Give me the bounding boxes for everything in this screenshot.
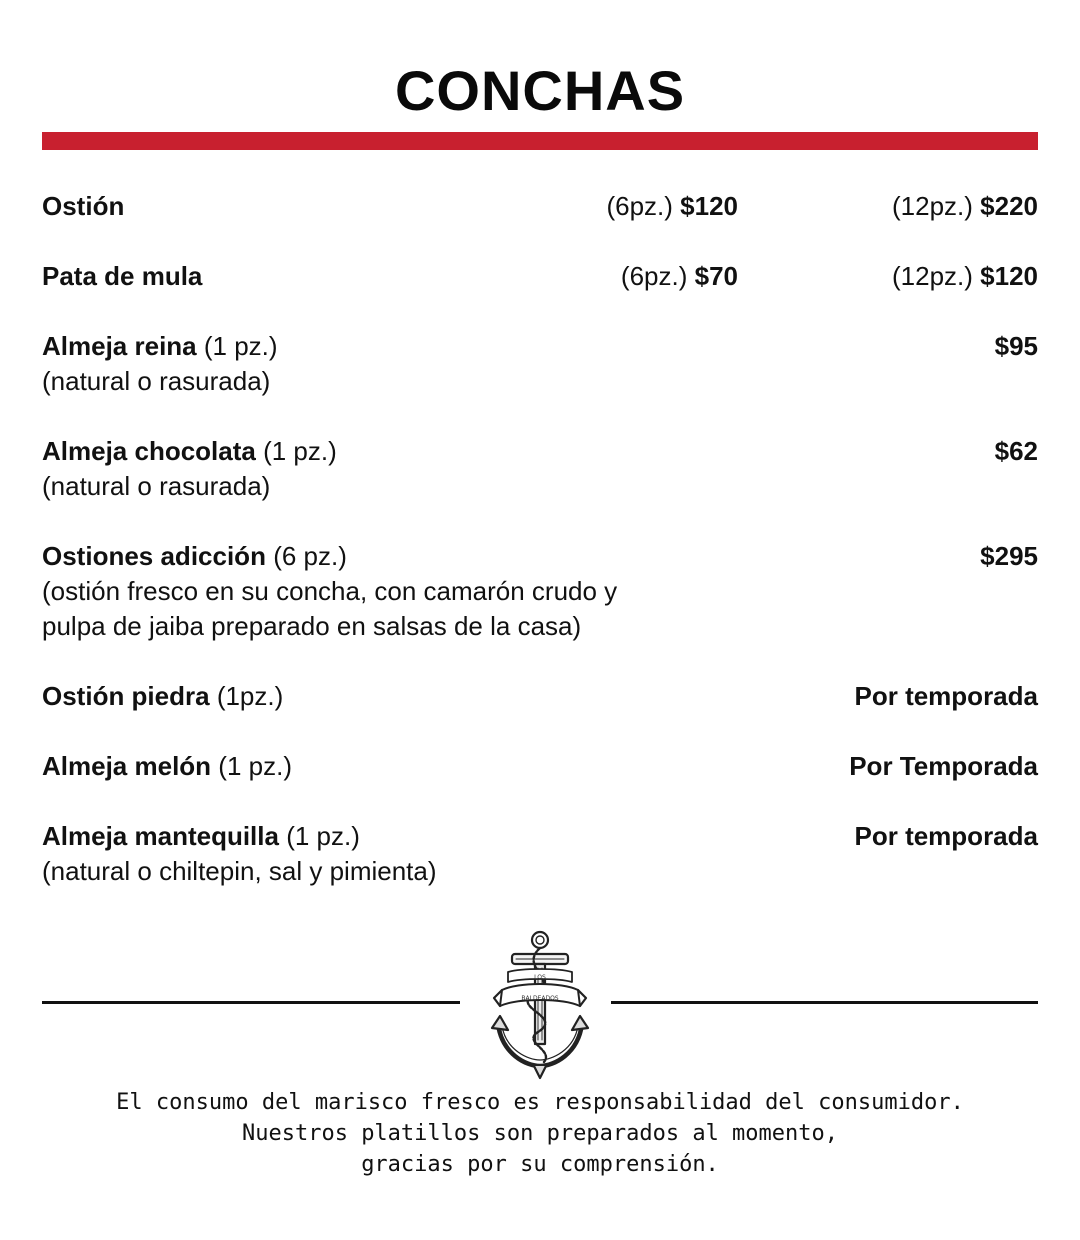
menu-item-almeja-mantequilla bbox=[42, 819, 1038, 889]
item-quantity: (1 pz.) bbox=[218, 751, 292, 781]
price-value: Por Temporada bbox=[849, 751, 1038, 781]
item-price-large bbox=[892, 189, 1038, 224]
menu-item-pata-de-mula bbox=[42, 259, 1038, 294]
price-value: Por temporada bbox=[854, 821, 1038, 851]
item-quantity: (6 pz.) bbox=[273, 541, 347, 571]
title-underline-bar bbox=[42, 132, 1038, 150]
item-price-large bbox=[892, 259, 1038, 294]
svg-text:LOS: LOS bbox=[534, 974, 546, 981]
item-price bbox=[995, 434, 1038, 469]
item-price bbox=[849, 749, 1038, 784]
menu-item-almeja-reina bbox=[42, 329, 1038, 399]
menu-item-ostiones-adiccion bbox=[42, 539, 1038, 644]
divider-left bbox=[42, 1001, 460, 1004]
item-quantity: (1 pz.) bbox=[263, 436, 337, 466]
item-name: Almeja melón bbox=[42, 751, 212, 781]
price-large-value: $120 bbox=[980, 261, 1038, 291]
price-large-label: (12pz.) bbox=[892, 191, 973, 221]
menu-item-ostion bbox=[42, 189, 1038, 224]
item-description: (natural o rasurada) bbox=[42, 471, 271, 501]
footer-line: Nuestros platillos son preparados al momento, bbox=[241, 1121, 839, 1146]
item-quantity: (1 pz.) bbox=[203, 331, 278, 361]
item-name: Almeja chocolata bbox=[42, 436, 256, 466]
menu-item-almeja-chocolata bbox=[42, 434, 1038, 504]
item-price bbox=[855, 679, 1039, 714]
page-title: CONCHAS bbox=[394, 59, 686, 122]
item-name: Pata de mula bbox=[42, 261, 203, 291]
price-small-value: $120 bbox=[680, 191, 738, 221]
item-description: (natural o chiltepin, sal y pimienta) bbox=[42, 856, 437, 886]
price-large-value: $220 bbox=[980, 191, 1038, 221]
menu-item-ostion-piedra bbox=[42, 679, 1038, 714]
footer-line: El consumo del marisco fresco es responsabilidad del consumidor. bbox=[116, 1090, 964, 1115]
item-price bbox=[995, 329, 1038, 364]
price-value: $295 bbox=[980, 541, 1038, 571]
svg-text:BALDEADOS: BALDEADOS bbox=[521, 995, 559, 1002]
price-small-label: (6pz.) bbox=[620, 261, 688, 291]
price-small-label: (6pz.) bbox=[606, 191, 673, 221]
item-quantity: (1 pz.) bbox=[286, 821, 360, 851]
item-name: Ostión piedra bbox=[42, 681, 210, 711]
footer-line: gracias por su comprensión. bbox=[361, 1152, 719, 1177]
price-small-value: $70 bbox=[694, 261, 738, 291]
item-name: Ostiones adicción bbox=[42, 541, 266, 571]
price-value: $62 bbox=[994, 436, 1038, 466]
price-value: Por temporada bbox=[854, 681, 1038, 711]
item-name: Almeja mantequilla bbox=[42, 821, 279, 851]
item-description-line: pulpa de jaiba preparado en salsas de la casa) bbox=[42, 611, 582, 641]
menu-item-almeja-melon bbox=[42, 749, 1038, 784]
item-quantity: (1pz.) bbox=[216, 681, 284, 711]
item-price bbox=[980, 539, 1038, 574]
item-description: (natural o rasurada) bbox=[42, 366, 271, 396]
price-large-label: (12pz.) bbox=[892, 261, 973, 291]
item-price-small bbox=[621, 259, 738, 294]
footer-disclaimer bbox=[0, 1087, 1080, 1180]
price-value: $95 bbox=[994, 331, 1038, 361]
item-description-line: (ostión fresco en su concha, con camarón crudo y bbox=[42, 576, 618, 606]
anchor-icon bbox=[488, 928, 592, 1080]
divider-right bbox=[611, 1001, 1038, 1004]
item-price-small bbox=[606, 189, 738, 224]
item-price bbox=[855, 819, 1039, 854]
item-name: Ostión bbox=[42, 191, 125, 221]
item-name: Almeja reina bbox=[42, 331, 197, 361]
